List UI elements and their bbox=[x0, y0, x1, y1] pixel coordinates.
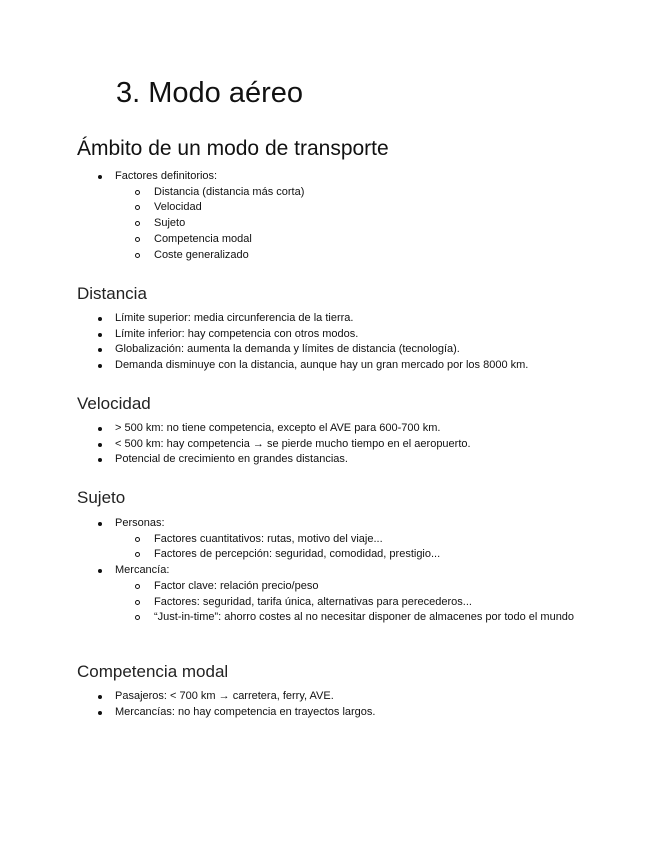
list-subitem: Competencia modal bbox=[77, 232, 304, 248]
heading-distancia: Distancia bbox=[77, 284, 147, 303]
list-item: Factores definitorios: bbox=[77, 169, 304, 185]
list-subitem: Velocidad bbox=[77, 200, 304, 216]
list-subitem: Sujeto bbox=[77, 216, 304, 232]
list-item: Límite inferior: hay competencia con otros modos. bbox=[77, 327, 528, 343]
list-item: Demanda disminuye con la distancia, aunque hay un gran mercado por los 8000 km. bbox=[77, 358, 528, 374]
heading-competencia-modal: Competencia modal bbox=[77, 662, 229, 681]
section-heading-ambito: Ámbito de un modo de transporte bbox=[77, 137, 389, 160]
list-item: Mercancías: no hay competencia en trayectos largos. bbox=[77, 705, 375, 721]
heading-velocidad: Velocidad bbox=[77, 394, 151, 413]
list-subitem: Factores de percepción: seguridad, comodidad, prestigio... bbox=[77, 547, 579, 563]
list-item: Límite superior: media circunferencia de la tierra. bbox=[77, 311, 528, 327]
list-item: Globalización: aumenta la demanda y límites de distancia (tecnología). bbox=[77, 342, 528, 358]
list-subitem: Factores cuantitativos: rutas, motivo del viaje... bbox=[77, 532, 579, 548]
list-item: < 500 km: hay competencia → se pierde mucho tiempo en el aeropuerto. bbox=[77, 437, 471, 453]
page-title: 3. Modo aéreo bbox=[116, 77, 304, 109]
velocidad-list bbox=[77, 421, 471, 468]
list-item: Personas: bbox=[77, 516, 579, 532]
list-item: Potencial de crecimiento en grandes distancias. bbox=[77, 452, 471, 468]
sujeto-list bbox=[77, 516, 579, 626]
list-subitem: Factor clave: relación precio/peso bbox=[77, 579, 579, 595]
distancia-list bbox=[77, 311, 528, 374]
list-item: > 500 km: no tiene competencia, excepto el AVE para 600-700 km. bbox=[77, 421, 471, 437]
list-item: Mercancía: bbox=[77, 563, 579, 579]
list-item: Pasajeros: < 700 km → carretera, ferry, AVE. bbox=[77, 689, 375, 705]
list-subitem: Factores: seguridad, tarifa única, alternativas para perecederos... bbox=[77, 595, 579, 611]
ambito-list bbox=[77, 169, 304, 263]
heading-sujeto: Sujeto bbox=[77, 488, 126, 507]
list-subitem: “Just-in-time”: ahorro costes al no necesitar disponer de almacenes por todo el mundo bbox=[77, 610, 579, 626]
list-subitem: Coste generalizado bbox=[77, 248, 304, 264]
competencia-list bbox=[77, 689, 375, 720]
list-subitem: Distancia (distancia más corta) bbox=[77, 185, 304, 201]
